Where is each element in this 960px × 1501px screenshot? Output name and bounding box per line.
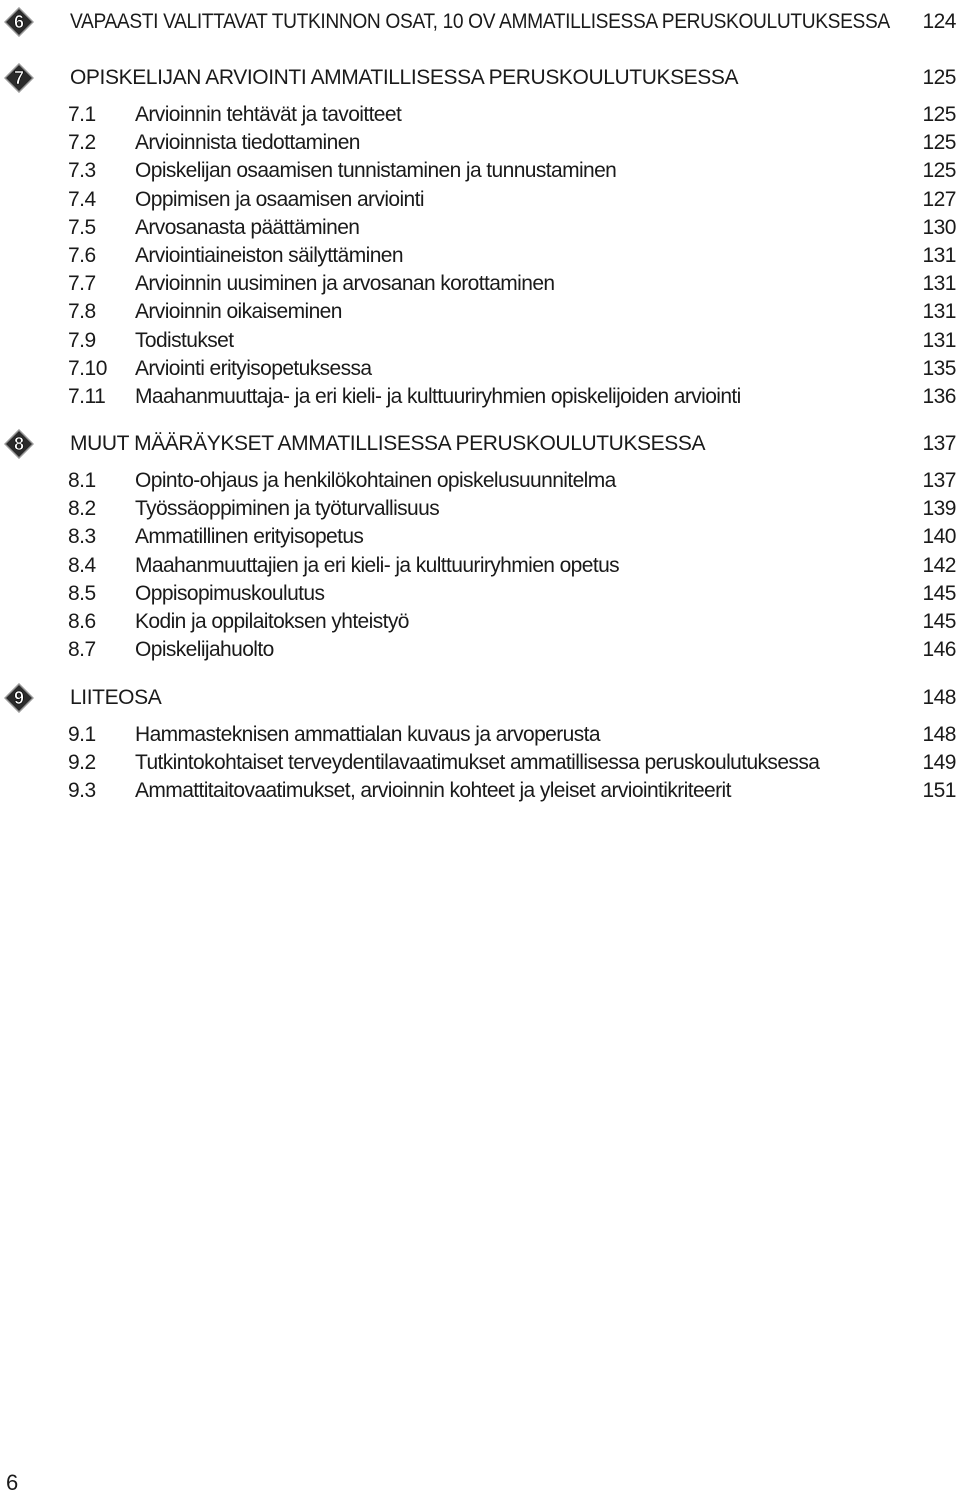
toc-item-number: 7.5 bbox=[68, 216, 96, 239]
chapter-heading[interactable] bbox=[0, 64, 960, 92]
toc-item-number: 7.1 bbox=[68, 103, 96, 126]
toc-item[interactable] bbox=[0, 608, 960, 636]
toc-page-number: 125 bbox=[922, 131, 956, 154]
toc-item[interactable] bbox=[0, 270, 960, 298]
toc-item[interactable] bbox=[0, 495, 960, 523]
toc-page-number: 140 bbox=[922, 525, 956, 548]
toc-item-title: Arviointiaineiston säilyttäminen bbox=[135, 244, 403, 267]
toc-item-number: 7.11 bbox=[68, 385, 106, 408]
toc-item-number: 7.3 bbox=[68, 159, 96, 182]
toc-item[interactable] bbox=[0, 467, 960, 495]
chapter-heading[interactable] bbox=[0, 430, 960, 458]
toc-item-number: 8.4 bbox=[68, 554, 96, 577]
toc-page-number: 125 bbox=[922, 159, 956, 182]
toc-item-number: 7.4 bbox=[68, 188, 96, 211]
toc-page-number: 151 bbox=[922, 779, 956, 802]
toc-item-number: 7.7 bbox=[68, 272, 96, 295]
chapter-title: MUUT MÄÄRÄYKSET AMMATILLISESSA PERUSKOULUTUKSESSA bbox=[70, 432, 706, 455]
toc-page-number: 149 bbox=[922, 751, 956, 774]
toc-item[interactable] bbox=[0, 636, 960, 664]
toc-item-title: Oppimisen ja osaamisen arviointi bbox=[135, 188, 424, 211]
toc-item[interactable] bbox=[0, 327, 960, 355]
toc-page-number: 125 bbox=[922, 103, 956, 126]
badge-number: 9 bbox=[13, 688, 25, 708]
badge-number: 7 bbox=[13, 68, 25, 88]
chapter-title: OPISKELIJAN ARVIOINTI AMMATILLISESSA PERUSKOULUTUKSESSA bbox=[70, 66, 739, 89]
toc-item-title: Hammasteknisen ammattialan kuvaus ja arvoperusta bbox=[135, 723, 600, 746]
toc-page-number: 146 bbox=[922, 638, 956, 661]
toc-item[interactable] bbox=[0, 749, 960, 777]
toc-item[interactable] bbox=[0, 552, 960, 580]
toc-item[interactable] bbox=[0, 157, 960, 185]
chapter-heading[interactable] bbox=[0, 684, 960, 712]
toc-item-number: 8.5 bbox=[68, 582, 96, 605]
toc-item-title: Opinto-ohjaus ja henkilökohtainen opiskelusuunnitelma bbox=[135, 469, 616, 492]
badge-number: 8 bbox=[13, 434, 25, 454]
toc-page-number: 137 bbox=[922, 469, 956, 492]
toc-item[interactable] bbox=[0, 298, 960, 326]
toc-item[interactable] bbox=[0, 129, 960, 157]
toc-page-number: 130 bbox=[922, 216, 956, 239]
toc-item-title: Kodin ja oppilaitoksen yhteistyö bbox=[135, 610, 409, 633]
toc-page-number: 145 bbox=[922, 610, 956, 633]
toc-page-number: 135 bbox=[922, 357, 956, 380]
toc-item[interactable] bbox=[0, 777, 960, 805]
toc-page-number: 131 bbox=[922, 329, 956, 352]
toc-item-title: Tutkintokohtaiset terveydentilavaatimukset ammatillisessa peruskoulutuksessa bbox=[135, 751, 820, 774]
toc-page-number: 131 bbox=[922, 300, 956, 323]
toc-item-number: 9.2 bbox=[68, 751, 96, 774]
toc-item-title: Arvioinnin uusiminen ja arvosanan korottaminen bbox=[135, 272, 555, 295]
toc-item[interactable] bbox=[0, 383, 960, 411]
toc-page-number: 142 bbox=[922, 554, 956, 577]
toc-item-title: Maahanmuuttajien ja eri kieli- ja kulttuuriryhmien opetus bbox=[135, 554, 620, 577]
toc-item-title: Arviointi erityisopetuksessa bbox=[135, 357, 372, 380]
toc-item-number: 7.2 bbox=[68, 131, 96, 154]
chapter-heading[interactable] bbox=[0, 8, 960, 36]
toc-item-number: 9.3 bbox=[68, 779, 96, 802]
toc-page-number: 131 bbox=[922, 244, 956, 267]
toc-item-number: 8.2 bbox=[68, 497, 96, 520]
toc-item[interactable] bbox=[0, 523, 960, 551]
toc-item-title: Opiskelijahuolto bbox=[135, 638, 274, 661]
toc-item-number: 9.1 bbox=[68, 723, 96, 746]
toc-item-number: 8.6 bbox=[68, 610, 96, 633]
toc-item-title: Arvioinnista tiedottaminen bbox=[135, 131, 360, 154]
toc-page-number: 127 bbox=[922, 188, 956, 211]
toc-page-number: 124 bbox=[922, 10, 956, 33]
toc-page-number: 148 bbox=[922, 723, 956, 746]
toc-item-number: 7.6 bbox=[68, 244, 96, 267]
toc-item-number: 7.10 bbox=[68, 357, 107, 380]
page-number: 6 bbox=[6, 1470, 18, 1495]
toc-item-title: Arvosanasta päättäminen bbox=[135, 216, 360, 239]
toc-page-number: 139 bbox=[922, 497, 956, 520]
toc-page-number: 145 bbox=[922, 582, 956, 605]
chapter-title: LIITEOSA bbox=[70, 686, 162, 709]
toc-item[interactable] bbox=[0, 580, 960, 608]
chapter-title: VAPAASTI VALITTAVAT TUTKINNON OSAT, 10 OV AMMATILLISESSA PERUSKOULUTUKSESSA bbox=[70, 10, 890, 33]
toc-item-number: 7.8 bbox=[68, 300, 96, 323]
toc-item[interactable] bbox=[0, 214, 960, 242]
toc-page-number: 131 bbox=[922, 272, 956, 295]
toc-item-number: 8.3 bbox=[68, 525, 96, 548]
toc-item-number: 8.7 bbox=[68, 638, 96, 661]
toc-item-title: Ammatillinen erityisopetus bbox=[135, 525, 364, 548]
toc-item-title: Maahanmuuttaja- ja eri kieli- ja kulttuuriryhmien opiskelijoiden arviointi bbox=[135, 385, 741, 408]
toc-item[interactable] bbox=[0, 186, 960, 214]
toc-page-number: 125 bbox=[922, 66, 956, 89]
toc-item-title: Työssäoppiminen ja työturvallisuus bbox=[135, 497, 440, 520]
toc-item-title: Opiskelijan osaamisen tunnistaminen ja tunnustaminen bbox=[135, 159, 617, 182]
toc-page-number: 136 bbox=[922, 385, 956, 408]
toc-item[interactable] bbox=[0, 355, 960, 383]
badge-number: 6 bbox=[13, 12, 25, 32]
toc-item[interactable] bbox=[0, 242, 960, 270]
toc-item-title: Arvioinnin tehtävät ja tavoitteet bbox=[135, 103, 402, 126]
toc-item-number: 8.1 bbox=[68, 469, 96, 492]
toc-item[interactable] bbox=[0, 721, 960, 749]
toc-item-title: Todistukset bbox=[135, 329, 234, 352]
toc-item[interactable] bbox=[0, 101, 960, 129]
toc-item-number: 7.9 bbox=[68, 329, 96, 352]
toc-item-title: Arvioinnin oikaiseminen bbox=[135, 300, 342, 323]
toc-page-number: 137 bbox=[922, 432, 956, 455]
toc-item-title: Oppisopimuskoulutus bbox=[135, 582, 325, 605]
toc-page-number: 148 bbox=[922, 686, 956, 709]
toc-item-title: Ammattitaitovaatimukset, arvioinnin kohteet ja yleiset arviointikriteerit bbox=[135, 779, 731, 802]
